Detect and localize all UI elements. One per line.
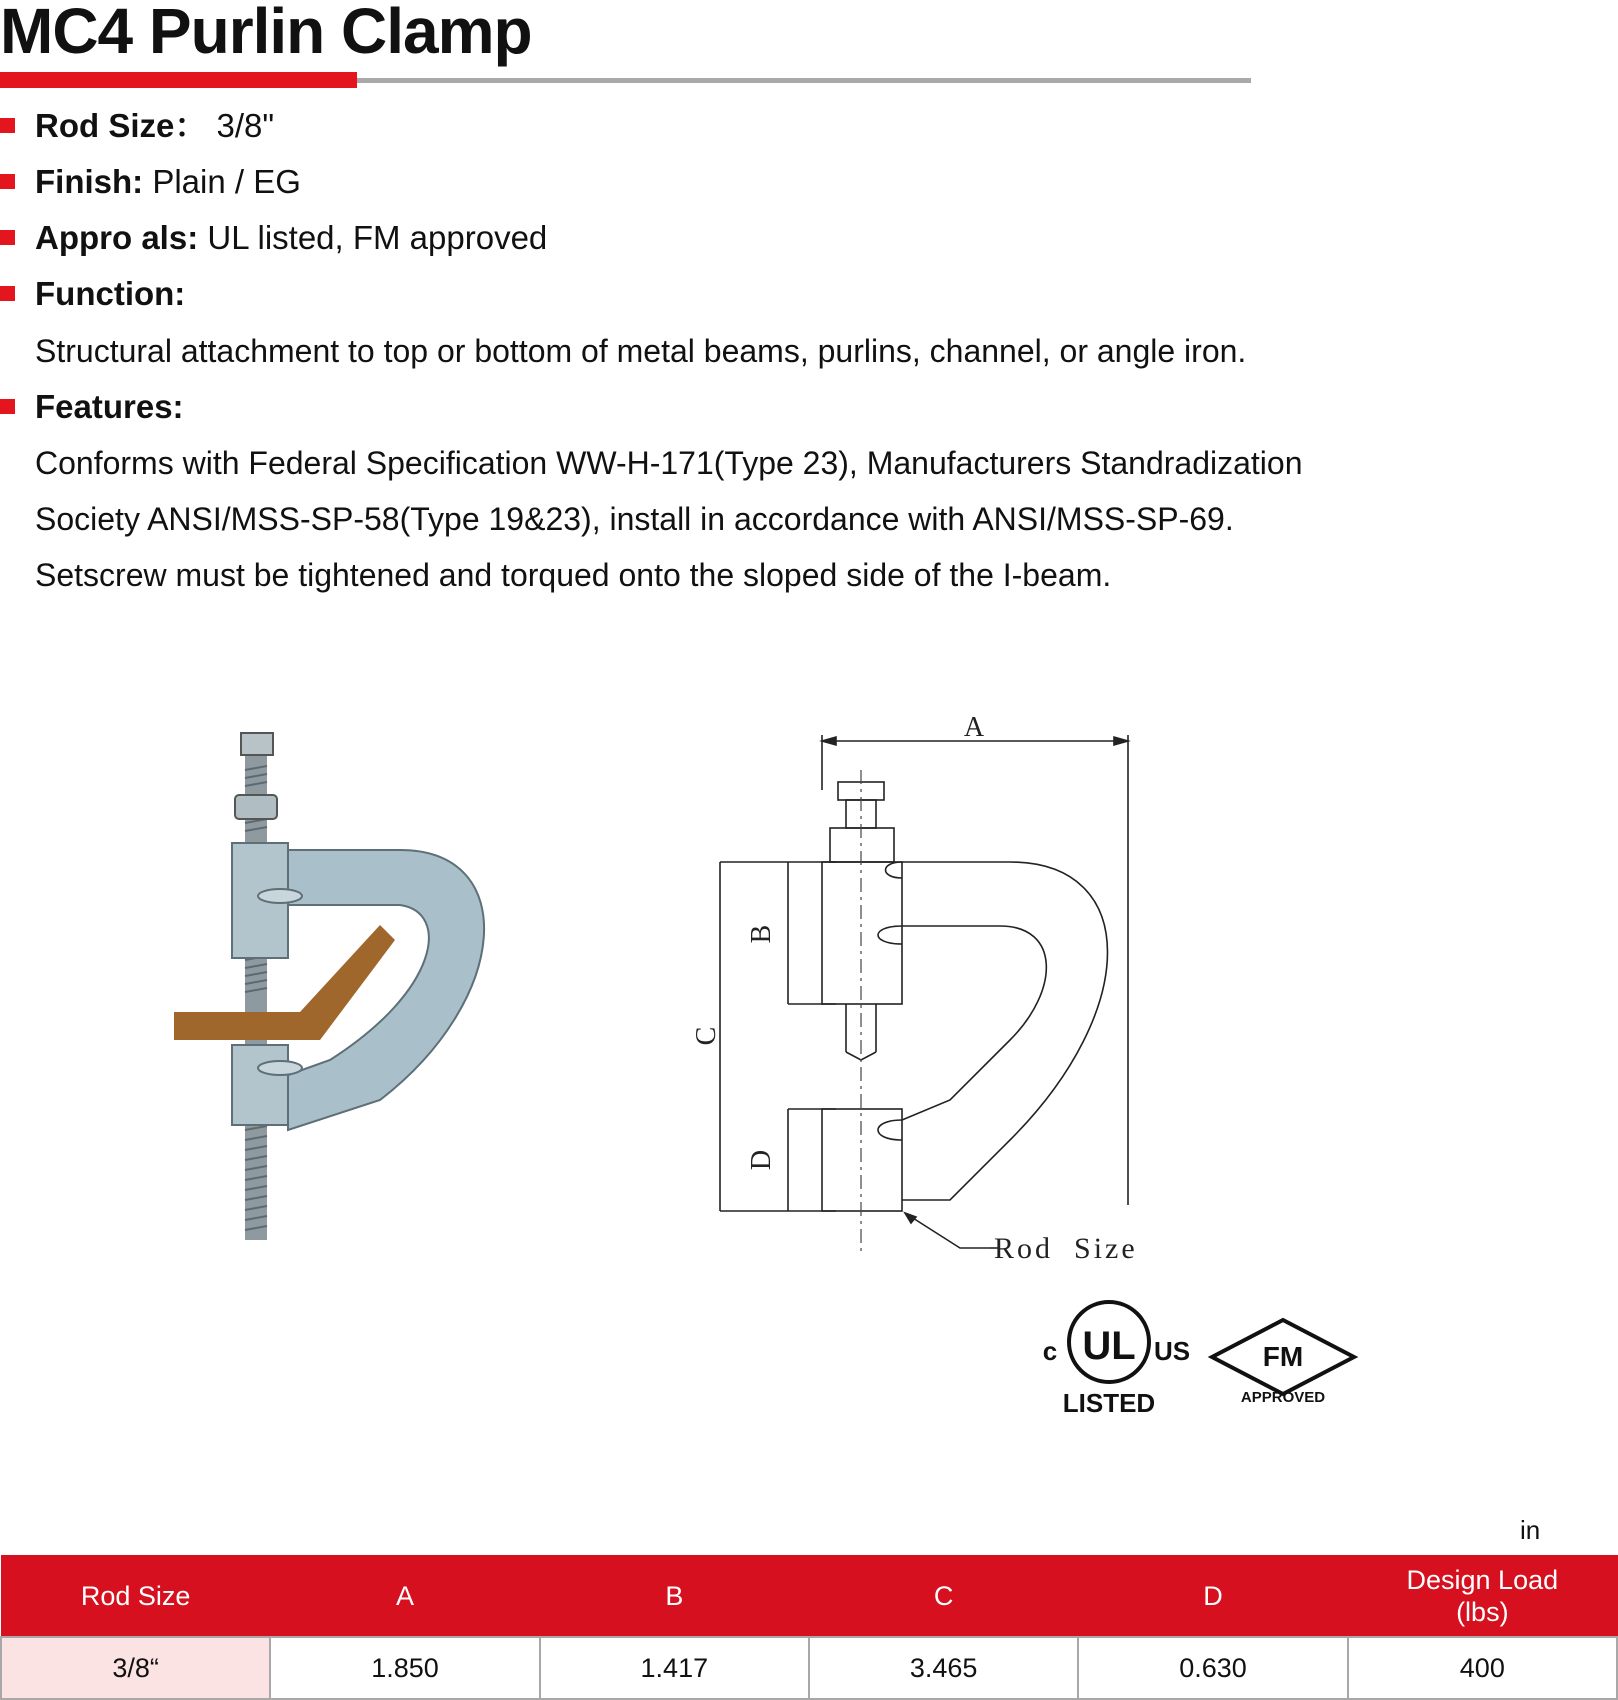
spec-function bbox=[0, 274, 185, 314]
spec-finish bbox=[0, 162, 301, 202]
spec-features bbox=[0, 387, 184, 427]
column-header: Design Load (lbs) bbox=[1348, 1556, 1617, 1638]
spec-value: 3/8" bbox=[216, 107, 275, 144]
ul-listed-text: LISTED bbox=[1062, 1388, 1156, 1418]
spec-value: Plain / EG bbox=[152, 163, 301, 200]
features-line-2: Society ANSI/MSS-SP-58(Type 19&23), install in accordance with ANSI/MSS-SP-69. bbox=[35, 501, 1234, 537]
fm-approved-logo bbox=[1205, 1315, 1360, 1410]
table-cell: 3.465 bbox=[809, 1637, 1078, 1699]
ul-listed-logo bbox=[1035, 1290, 1195, 1420]
dimension-label-b: B bbox=[746, 924, 777, 944]
column-header: A bbox=[270, 1556, 539, 1638]
dimension-label-a: A bbox=[963, 712, 985, 743]
spec-rod-size bbox=[0, 106, 274, 146]
fm-approved-text: APPROVED bbox=[1240, 1389, 1326, 1406]
spec-label: Finish: bbox=[35, 163, 144, 200]
features-line-1: Conforms with Federal Specification WW-H-171(Type 23), Manufacturers Standradization bbox=[35, 445, 1303, 481]
table-header-row bbox=[1, 1556, 1617, 1638]
features-line-3: Setscrew must be tightened and torqued onto the sloped side of the I-beam. bbox=[35, 557, 1112, 593]
spec-approvals bbox=[0, 218, 547, 258]
spec-value: UL listed, FM approved bbox=[207, 219, 548, 256]
bullet-icon bbox=[0, 230, 15, 245]
table-cell: 0.630 bbox=[1078, 1637, 1347, 1699]
spec-label: Appro als: bbox=[35, 219, 199, 256]
spec-label: Rod Size： bbox=[35, 107, 208, 144]
table-cell: 400 bbox=[1348, 1637, 1617, 1699]
bullet-icon bbox=[0, 174, 15, 189]
bullet-icon bbox=[0, 286, 15, 301]
title-underline-red bbox=[0, 72, 357, 88]
rod-size-callout: Rod Size bbox=[994, 1232, 1138, 1265]
spec-label: Function: bbox=[35, 275, 186, 312]
column-header: Rod Size bbox=[1, 1556, 270, 1638]
table-cell: 1.417 bbox=[540, 1637, 809, 1699]
clamp-dimension-drawing bbox=[690, 700, 1170, 1270]
dimension-table bbox=[0, 1555, 1618, 1700]
ul-c-text: c bbox=[1042, 1336, 1058, 1366]
spec-label: Features: bbox=[35, 388, 184, 425]
function-text: Structural attachment to top or bottom of metal beams, purlins, channel, or angle iron. bbox=[35, 333, 1247, 369]
bullet-icon bbox=[0, 399, 15, 414]
title-underline-gray bbox=[357, 78, 1251, 83]
ul-us-text: US bbox=[1153, 1336, 1191, 1366]
table-cell: 3/8“ bbox=[1, 1637, 270, 1699]
table-row bbox=[1, 1637, 1617, 1699]
table-cell: 1.850 bbox=[270, 1637, 539, 1699]
page-title: MC4 Purlin Clamp bbox=[0, 0, 532, 67]
column-header: C bbox=[809, 1556, 1078, 1638]
unit-label: in bbox=[1520, 1515, 1541, 1545]
dimension-label-c: C bbox=[691, 1026, 722, 1046]
clamp-product-illustration bbox=[160, 720, 500, 1250]
fm-text: FM bbox=[1262, 1341, 1304, 1372]
column-header: B bbox=[540, 1556, 809, 1638]
column-header: D bbox=[1078, 1556, 1347, 1638]
bullet-icon bbox=[0, 118, 15, 133]
ul-mark-text: UL bbox=[1082, 1324, 1136, 1368]
dimension-label-d: D bbox=[746, 1149, 777, 1171]
